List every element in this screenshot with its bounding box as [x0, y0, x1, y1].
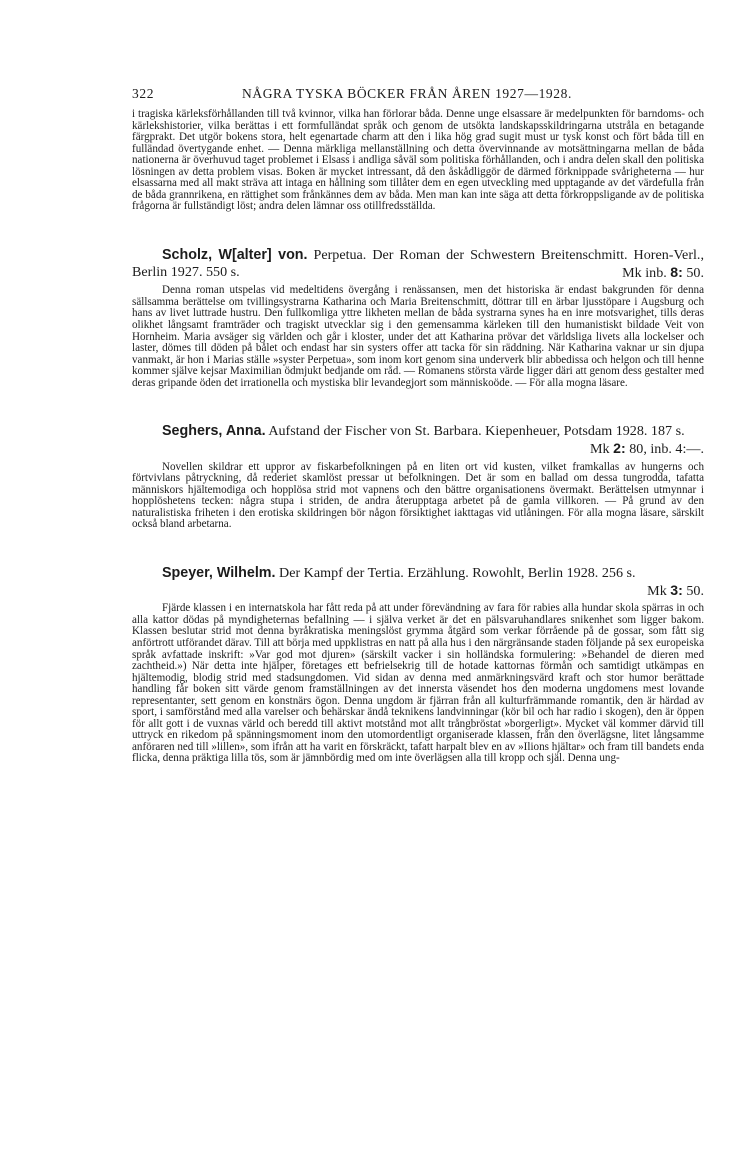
price-prefix: Mk [647, 583, 667, 600]
entry-review: Denna roman utspelas vid medeltidens övergång i renässansen, men det historiska är endast bakgrunden för denna sällsamma berättelse om tvillingsystrarna Katharina och Maria Breitenschmitt, döttrar till en ärbar ljusstöpare i Augsburg och hans av livet luttrade hustru. Den fullkomliga yttre likheten mellan de båda systrarna synes ha en inre motsvarighet, tills deras olikhet långsamt framträder och tragiskt utvecklar sig i den gemensamma kärleken till den humanistiskt bildade Veit von Hornheim. Maria avsäger sig världen och går i kloster, under det att Katharina prövar det världsliga livets alla lockelser och laster, dömes till döden på bålet och endast har sin systers offer att tacka för sin räddning. När Katharina vaknar ur sin djupa vanmakt, är hon i Marias ställe »syster Perpetua», som inom kort genom sina underverk blir abbedissa och helgon och till henne kommer själve kejsar Maximilian ödmjukt bedjande om råd. — Romanens största värde ligger däri att genom dess gestalter med deras gripande öden det irrationella och mystiska blir levandegjort som människoöde. — För alla mogna läsare. [132, 284, 704, 389]
entry-price [560, 440, 704, 458]
book-entry-scholz [132, 247, 704, 389]
entry-bibliography: Aufstand der Fischer von St. Barbara. Kiepenheuer, Potsdam 1928. 187 s. [268, 423, 685, 440]
price-amount: 2: [613, 440, 626, 457]
entry-author: Speyer, Wilhelm. [162, 564, 276, 581]
page-number: 322 [132, 86, 155, 101]
price-suffix: 50. [686, 583, 704, 600]
book-entry-seghers [132, 423, 704, 531]
intro-paragraph: i tragiska kärleksförhållanden till två kvinnor, vilka han förlorar båda. Denne unge elsassare är medelpunkten för barndoms- och kärlekshistorier, vilka berättas i ett formfulländat språk och genom de utsökta landskapsskildringarna utstråla en betagande färgprakt. Det utgör bokens stora, helt egenartade charm att den i lika hög grad sugit must ur tysk konst och fört båda till en fulländad övertygande enhet. — Denna märkliga mellanställning och detta övervinnande av motsättningarna mellan de båda nationerna är överhuvud taget problemet i Elsass i andliga såväl som politiska förhållanden, och i andra delen skall den politiska lösningen av detta problem visas. Boken är mycket intressant, då den åskådliggör de därmed förknippade svårigheterna — hur elsassarna med all makt sträva att intaga en hållning som tillåter dem en egen utveckling med upptagande av det värdefulla från de båda grannrikena, en rättighet som frånkännes dem av båda. Men man kan inte säga att detta förkroppsligande av de politiska frågorna är fullständigt löst; andra delen lämnar oss otillfredsställda. [132, 108, 704, 213]
running-header [132, 86, 704, 108]
entry-review: Novellen skildrar ett uppror av fiskarbefolkningen på en liten ort vid kusten, vilket framkallas av hungerns och förtvivlans påtryckning, då rederiet skamlöst pressar ut befolkningen. Det är som en ballad om dessa tungrodda, tafatta människors hjältemodiga och hopplösa strid mot vapnens och den bättre organisationens övermakt. Berättelsen utmynnar i hopplöshetens tecken: några stupa i striden, de andra återupptaga arbetet på de gamla villkoren. — På grund av den naturalistiska friheten i den erotiska skildringen bör någon försiktighet iakttagas vid utlåningen. För alla mogna läsare, särskilt också bland arbetarna. [132, 460, 704, 531]
entry-heading [132, 565, 704, 600]
entry-heading [132, 247, 704, 282]
entry-review: Fjärde klassen i en internatskola har fått reda på att under förevändning av fara för rabies alla hundar skola spärras in och alla kattor dödas på myndigheternas befallning — i själva verket är det en pälsvaruhandlares snikenhet som ligger bakom. Klassen beslutar strid mot denna byråkratiska meningslöst grymma åtgärd som verkar förrående på de gossar, som fått sig anförtrott utförandet därav. Till att börja med uppklistras en natt på alla hus i den närgränsande staden följande på sex europeiska språk avfattade inskrift: »Var god mot djuren» (särskilt vacker i sin holländska formulering: »Behandel de dieren med zachtheid.») När detta inte hjälper, företages ett befrielsekrig till de hotade kattornas förmån och samtidigt utkämpas en hjältemodig, blodig strid med stadsungdomen. Vid sidan av denna med anmärkningsvärd kraft och stor humor berättade handling får boken sitt värde genom framställningen av det innersta väsendet hos den moderna ungdomens mest lovande representanter, sett genom en konstnärs ögon. Denna ungdom är fjärran från all kulturfrämmande romantik, den är härdad av sport, i samförstånd med alla varelser och behärskar ändå teknikens landvinningar (kör bil och har radio i skogen), den är öppen för allt gott i de vuxnas värld och beredd till aktivt motstånd mot allt trångbröstat »borgerligt». Mycket väl kommer därvid till uttryck en rikedom på spänningsmoment inom den utomordentligt organiserade klassen, från den överlägsne, litet långsamme anföraren ned till »lillen», som ifrån att ha varit en förskräckt, tafatt harpalt blev en av »Ilions hjältar» och fram till bandets enda flicka, denna präktiga lilla tös, som är jämnbördig med om inte överlägsen alla till kropp och själ. Denna ung- [132, 602, 704, 765]
page [132, 86, 704, 765]
entry-price [592, 264, 704, 282]
price-suffix: 80, inb. 4:—. [629, 441, 704, 458]
entry-heading [132, 423, 704, 458]
price-prefix: Mk [590, 441, 610, 458]
entry-price [617, 582, 704, 600]
book-entry-speyer [132, 565, 704, 765]
entry-bibliography: Der Kampf der Tertia. Erzählung. Rowohlt, Berlin 1928. 256 s. [279, 564, 636, 581]
entry-bibliography: Perpetua. Der Roman der Schwestern Breitenschmitt. Horen-Verl., Berlin 1927. 550 s. [132, 246, 704, 281]
running-title: NÅGRA TYSKA BÖCKER FRÅN ÅREN 1927—1928. [242, 86, 572, 101]
price-suffix: 50. [686, 265, 704, 282]
entry-author: Seghers, Anna. [162, 423, 266, 440]
entry-author: Scholz, W[alter] von. [162, 246, 308, 263]
price-amount: 3: [670, 582, 683, 599]
price-prefix: Mk inb. [622, 265, 667, 282]
price-amount: 8: [670, 264, 683, 281]
